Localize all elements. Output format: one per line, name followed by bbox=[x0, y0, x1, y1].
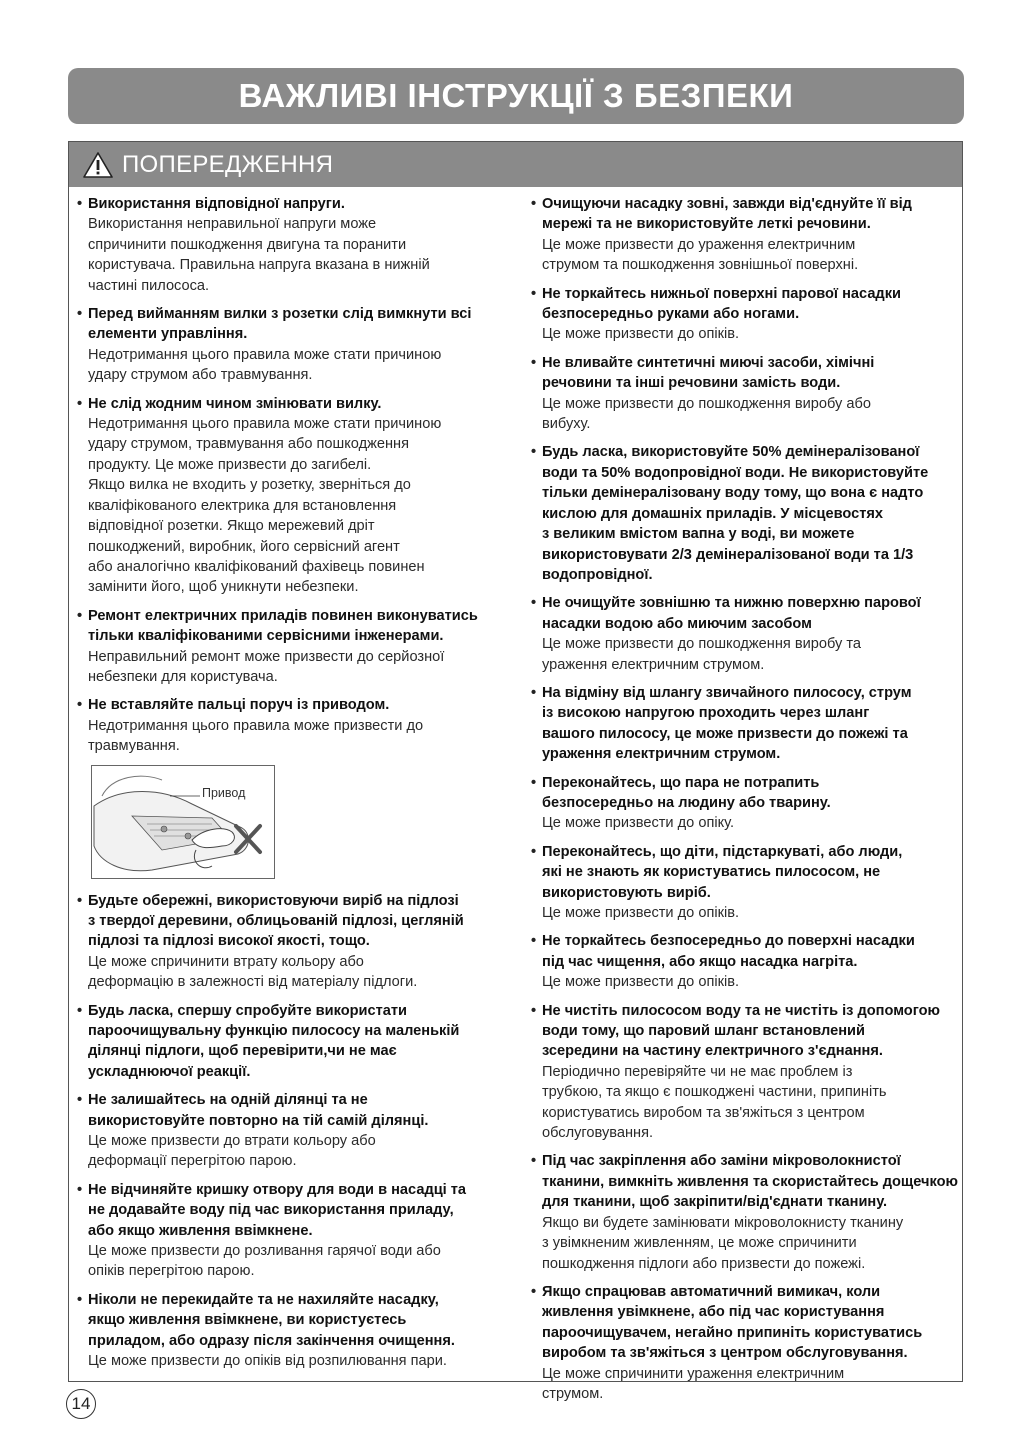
item-body: Це може призвести до розливання гарячої води або опіків перегрітою парою. bbox=[88, 1243, 441, 1280]
warning-item bbox=[531, 284, 959, 345]
item-heading: • На відміну від шлангу звичайного пилососу, струм із високою напругою проходить через шланг вашого пилососу, це може призвести до пожежі та ураження електричним струмом. bbox=[542, 684, 912, 763]
item-heading: • Переконайтесь, що діти, підстаркуваті, або люди, які не знають як користуватись пилососом, не використовують виріб. bbox=[542, 843, 903, 901]
item-heading: • Не вливайте синтетичні миючі засоби, хімічні речовини та інші речовини замість води. bbox=[542, 354, 875, 392]
warning-item bbox=[77, 1180, 509, 1282]
item-heading: • Не відчиняйте кришку отвору для води в насадці та не додавайте воду під час використання приладу, або якщо живлення ввімкнене. bbox=[88, 1181, 467, 1239]
item-body: Недотримання цього правила може стати причиною удару струмом, травмування або пошкодження продукту. Це може призвести до загибелі. Якщо вилка не входить у розетку, зверніться до кваліфікованого електрика для встановлення відповідної розетки. Якщо мережевий дріт пошкоджений, виробник, його сервісний агент або аналогічно кваліфікований фахівець повинен замінити його, щоб уникнути небезпеки. bbox=[88, 416, 442, 596]
warning-item bbox=[77, 695, 509, 756]
warning-item bbox=[531, 1282, 959, 1404]
item-body: Це може спричинити ураження електричним струмом. bbox=[542, 1365, 845, 1402]
item-body: Це може призвести до пошкодження виробу та ураження електричним струмом. bbox=[542, 636, 862, 673]
warning-item bbox=[77, 1090, 509, 1172]
item-body: Якщо ви будете замінювати мікроволокнисту тканину з увімкненим живленням, це може спричинити пошкодження підлоги або призвести до пожежі. bbox=[542, 1214, 904, 1272]
item-body: Це може призвести до втрати кольору або деформації перегрітою парою. bbox=[88, 1133, 376, 1170]
page-number: 14 bbox=[66, 1389, 96, 1419]
item-body: Неправильний ремонт може призвести до серйозної небезпеки для користувача. bbox=[88, 648, 445, 685]
item-body: Недотримання цього правила може стати причиною удару струмом або травмування. bbox=[88, 346, 442, 384]
item-heading: • Перед вийманням вилки з розетки слід вимкнути всі елементи управління. bbox=[88, 306, 472, 343]
item-heading: • Не залишайтесь на одній ділянці та не використовуйте повторно на тій самій ділянці. bbox=[88, 1092, 429, 1129]
warning-title: ПОПЕРЕДЖЕННЯ bbox=[122, 150, 334, 178]
item-body: Це може призвести до опіків. bbox=[542, 905, 740, 921]
left-column bbox=[77, 194, 509, 1380]
item-heading: • Не очищуйте зовнішню та нижню поверхню парової насадки водою або миючим засобом bbox=[542, 595, 921, 632]
page-title: ВАЖЛИВІ ІНСТРУКЦІЇ З БЕЗПЕКИ bbox=[238, 77, 794, 114]
item-heading: • Ніколи не перекидайте та не нахиляйте насадку, якщо живлення ввімкнене, ви користуєтесь приладом, або одразу після закінчення очищення. bbox=[88, 1291, 455, 1349]
warning-header bbox=[69, 142, 962, 187]
item-heading: • Не торкайтесь нижньої поверхні парової насадки безпосередньо руками або ногами. bbox=[542, 285, 901, 323]
warning-item bbox=[77, 394, 509, 598]
warning-item bbox=[531, 842, 959, 924]
item-heading: • Не чистіть пилососом воду та не чистіть із допомогою води тому, що паровий шланг встановлений зсередини на частину електричного з'єднання. bbox=[542, 1002, 940, 1060]
warning-item bbox=[531, 931, 959, 992]
warning-item bbox=[77, 194, 509, 296]
warning-icon bbox=[83, 151, 113, 179]
item-heading: • Переконайтесь, що пара не потрапить безпосередньо на людину або тварину. bbox=[542, 774, 831, 811]
item-body: Це може призвести до опіків. bbox=[542, 974, 740, 991]
warning-item bbox=[531, 194, 959, 276]
item-body: Це може призвести до ураження електричним струмом та пошкодження зовнішньої поверхні. bbox=[542, 236, 859, 274]
warning-item bbox=[77, 304, 509, 386]
warning-item bbox=[531, 593, 959, 675]
item-body: Це може призвести до опіків. bbox=[542, 326, 740, 343]
warning-item bbox=[531, 1001, 959, 1144]
item-body: Недотримання цього правила може призвести до травмування. bbox=[88, 717, 424, 755]
drive-illustration bbox=[91, 765, 275, 879]
item-heading: • Не слід жодним чином змінювати вилку. bbox=[88, 395, 382, 412]
warning-item bbox=[77, 606, 509, 688]
item-heading: • Будьте обережні, використовуючи виріб на підлозі з твердої деревини, облицьованій підлозі, цегляній підлозі та підлозі високої якості, тощо. bbox=[88, 892, 464, 950]
item-heading: • Використання відповідної напруги. bbox=[88, 196, 345, 212]
item-body: Це може призвести до опіку. bbox=[542, 815, 735, 832]
title-bar bbox=[68, 68, 964, 124]
drive-label: Привод bbox=[202, 785, 246, 800]
item-heading: • Ремонт електричних приладів повинен виконуватись тільки кваліфікованими сервісними інженерами. bbox=[88, 607, 478, 645]
warning-item bbox=[77, 1290, 509, 1372]
item-body: Це може спричинити втрату кольору або деформацію в залежності від матеріалу підлоги. bbox=[88, 953, 418, 991]
warning-item bbox=[531, 773, 959, 834]
warning-item bbox=[77, 1001, 509, 1083]
warning-item bbox=[531, 353, 959, 435]
item-heading: • Якщо спрацював автоматичний вимикач, коли живлення увімкнене, або під час користування пароочищувачем, негайно припиніть користуватись виробом та зв'яжіться з центром обслуговування. bbox=[542, 1283, 923, 1362]
item-heading: • Не торкайтесь безпосередньо до поверхні насадки під час чищення, або якщо насадка нагріта. bbox=[542, 933, 915, 970]
item-body: Це може призвести до опіків від розпилювання пари. bbox=[88, 1353, 447, 1370]
warning-item bbox=[531, 1151, 959, 1273]
nozzle-drawing-icon bbox=[92, 766, 274, 878]
item-body: Використання неправильної напруги може спричинити пошкодження двигуна та поранити користувача. Правильна напруга вказана в нижній частині пилососа. bbox=[88, 216, 430, 294]
warning-item bbox=[531, 683, 959, 765]
item-heading: • Не вставляйте пальці поруч із приводом. bbox=[88, 697, 390, 714]
right-column bbox=[531, 194, 959, 1412]
item-heading: • Під час закріплення або заміни мікроволокнистої тканини, вимкніть живлення та скористайтесь дощечкою для тканини, щоб закріпити/від'єднати тканину. bbox=[542, 1153, 958, 1211]
item-heading: • Очищуючи насадку зовні, завжди від'єднуйте її від мережі та не використовуйте леткі речовини. bbox=[542, 196, 912, 233]
warning-item bbox=[77, 891, 509, 993]
warning-frame bbox=[68, 141, 963, 1402]
warning-item bbox=[531, 442, 959, 585]
item-heading: • Будь ласка, спершу спробуйте використати пароочищувальну функцію пилососу на маленькій ділянці підлоги, щоб перевірити,чи не має ускладнюючої реакції. bbox=[88, 1002, 460, 1080]
item-body: Періодично перевіряйте чи не має проблем із трубкою, та якщо є пошкоджені частини, припиніть користуватись виробом та зв'яжіться з центром обслуговування. bbox=[542, 1063, 887, 1142]
item-body: Це може призвести до пошкодження виробу або вибуху. bbox=[542, 395, 871, 433]
item-heading: • Будь ласка, використовуйте 50% демінералізованої води та 50% водопровідної води. Не використовуйте тільки демінералізовану воду тому, що вона є надто кислою для домашніх приладів. У місцевостях з великим вмістом вапна у воді, ви можете використовувати 2/3 демінералізованої води та 1/3 водопровідної. bbox=[542, 444, 929, 583]
